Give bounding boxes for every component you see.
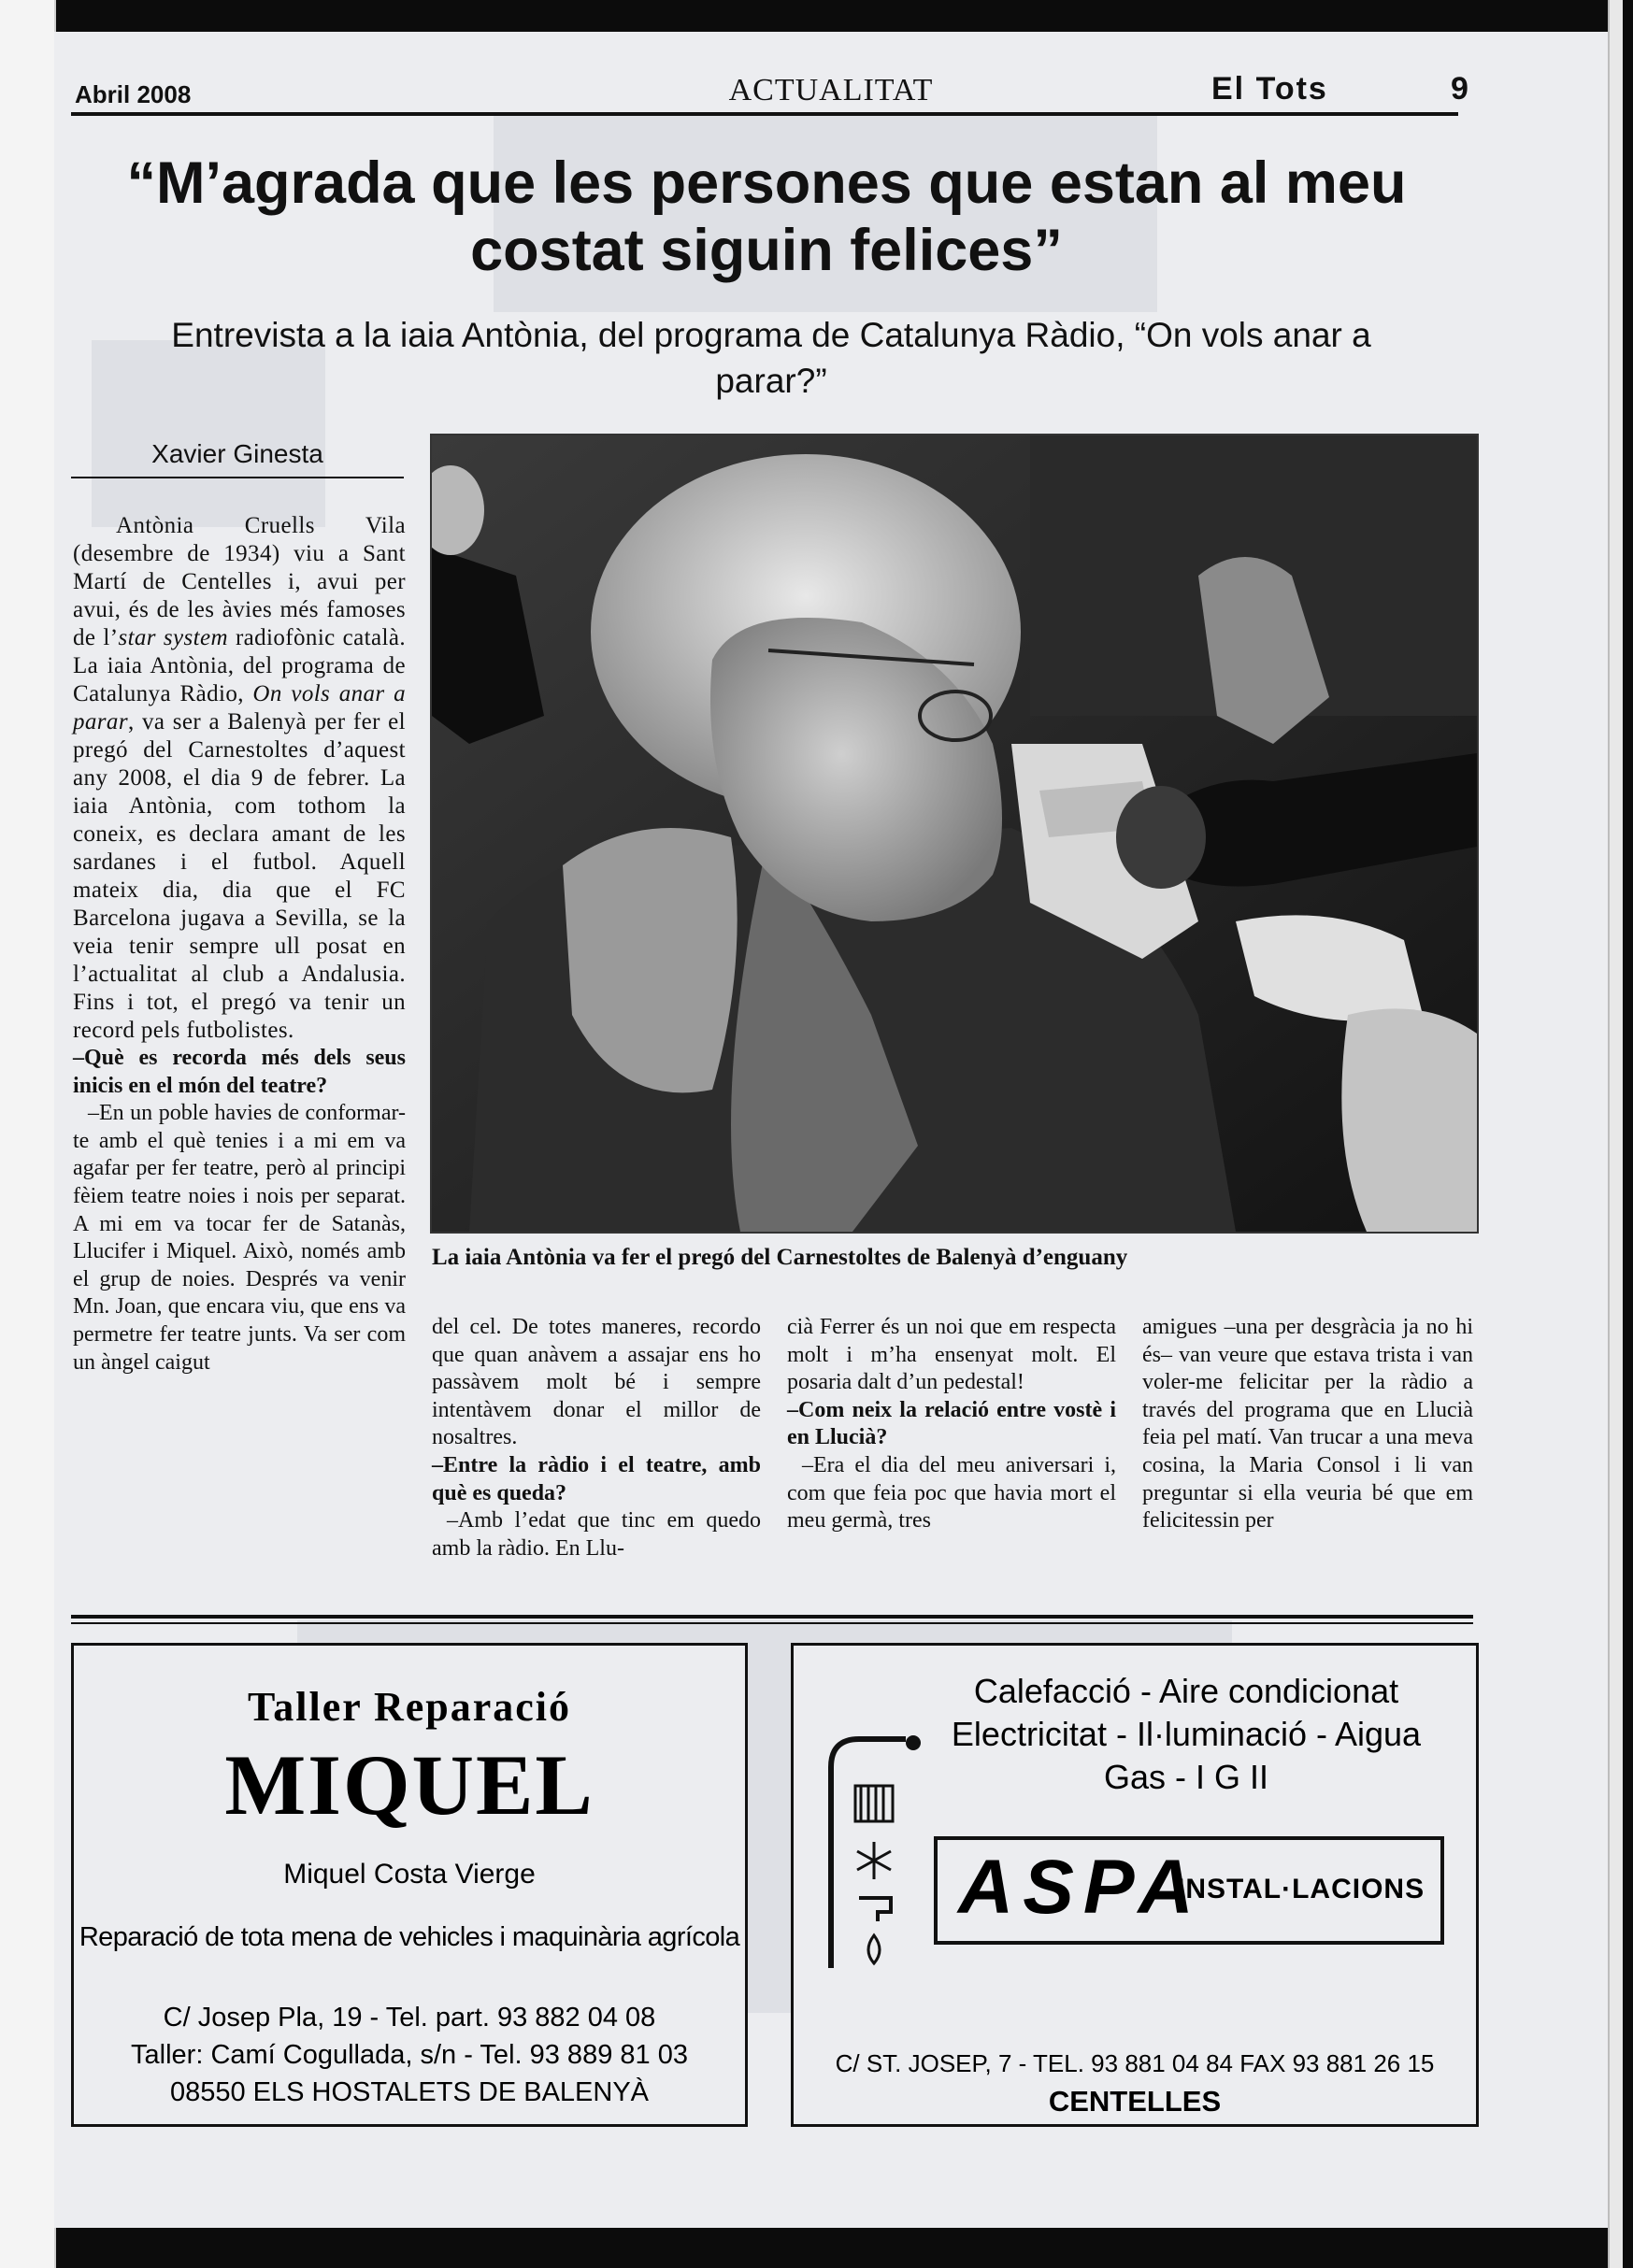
ad-aspa-installacions [791,1643,1479,2127]
ad-contact [74,1999,745,2111]
author-byline: Xavier Ginesta [151,439,323,468]
article-title: “M’agrada que les persones que estan al meu costat siguin felices” [126,150,1407,283]
photo-caption: La iaia Antònia va fer el pregó del Carnestoltes de Balenyà d’enguany [432,1245,1128,1270]
intro-paragraph: Antònia Cruells Vila (desembre de 1934) viu a Sant Martí de Centelles i, avui per avui, és de les àvies més famoses de l’star system radiofònic català. La iaia Antònia, del programa de Catalunya Ràdio, On vols anar a parar, va ser a Balenyà per fer el pregó del Carnestoltes d’aquest any 2008, el dia 9 de febrer. La iaia Antònia, com tothom la coneix, es declara amant de les sardanes i el futbol. Aquell mateix dia, dia que el FC Barcelona jugava a Sevilla, se la veia tenir sempre ull posat en l’actualitat al club a Andalusia. Fins i tot, el pregó va tenir un record pels futbolistes. [73,513,407,1043]
ad-address-line: 08550 ELS HOSTALETS DE BALENYÀ [169,2077,650,2107]
question-2: –Entre la ràdio i el teatre, amb què es queda? [432,1452,761,1505]
aspa-logo [934,1836,1444,1945]
answer-3: –Era el dia del meu aniversari i, com que feia poc que havia mort el meu germà, tres [787,1452,1116,1533]
ad-service-line: Gas - I G II [1103,1758,1269,1796]
ad-address-line: C/ Josep Pla, 19 - Tel. part. 93 882 04 08 [163,2003,656,2033]
section-name: ACTUALITAT [728,73,934,107]
portrait-photo [432,435,1477,1232]
publication-name: El Tots [1211,71,1328,107]
ad-services: Reparació de tota mena de vehicles i maquinària agrícola [79,1922,740,1952]
answer-2-continued: cià Ferrer és un noi que em respecta molt i m’ha ensenyat molt. El posaria dalt d’un pedestal! [787,1315,1116,1395]
answer-2: –Amb l’edat que tinc em quedo amb la ràdio. En Llu- [432,1508,761,1561]
ad-separator-rule [71,1615,1473,1619]
ad-taller-miquel [71,1643,748,2127]
photo-iaia-antonia [430,434,1479,1234]
question-1: –Què es recorda més dels seus inicis en el món del teatre? [73,1046,406,1098]
logo-subtitle: INSTAL·LACIONS [1177,1874,1425,1904]
byline-rule [71,477,404,478]
ad-heading: Taller Reparació [247,1684,572,1730]
ad-address-line: Taller: Camí Cogullada, s/n - Tel. 93 889 81 03 [131,2040,688,2070]
ad-address: C/ ST. JOSEP, 7 - TEL. 93 881 04 84 FAX 93 881 26 15 [835,2049,1435,2077]
ad-service-line: Electricitat - Il·luminació - Aigua [951,1715,1422,1753]
ad-service-line: Calefacció - Aire condicionat [973,1672,1399,1710]
ad-town: CENTELLES [1048,2085,1222,2118]
page-edge-right [1608,0,1623,2268]
question-3: –Com neix la relació entre vostè i en Llucià? [787,1397,1116,1450]
answer-1-continued: del cel. De totes maneres, recordo que quan anàvem a assajar ens ho passàvem molt bé i sempre intentàvem donar el millor de nosaltres. [432,1315,761,1450]
article-column-3 [787,1314,1116,1535]
ad-separator-rule-thin [71,1622,1473,1624]
article-subtitle: Entrevista a la iaia Antònia, del programa de Catalunya Ràdio, “On vols anar a parar?” [171,316,1371,400]
ad-owner: Miquel Costa Vierge [283,1859,536,1890]
page-number: 9 [1451,71,1468,107]
utilities-emblem-icon [822,1730,924,1973]
article-column-1 [73,512,406,1376]
ad-business-name: MIQUEL [224,1737,594,1833]
article-column-2 [432,1314,761,1562]
article-column-4 [1142,1314,1473,1535]
issue-date: Abril 2008 [75,80,192,108]
answer-1: –En un poble havies de conformar-te amb el què tenies i a mi em va agafar per fer teatre, però al principi fèiem teatre noies i nois per separat. A mi em va tocar fer de Satanàs, Llucifer i Miquel. Això, només amb el grup de noies. Després va venir Mn. Joan, que encara viu, que ens va permetre fer teatre junts. Va ser com un àngel caigut [73,1101,406,1375]
answer-3-continued: amigues –una per desgràcia ja no hi és– van veure que estava trista i van voler-me felicitar per la ràdio a través del programa que en Llucià feia pel matí. Van trucar a una meva cosina, la Maria Consol i li van preguntar si ella veuria bé que em felicitessin per [1142,1315,1473,1533]
header-rule [71,112,1458,116]
binding-edge [0,0,56,2268]
logo-wordmark: ASPA [958,1845,1203,1930]
